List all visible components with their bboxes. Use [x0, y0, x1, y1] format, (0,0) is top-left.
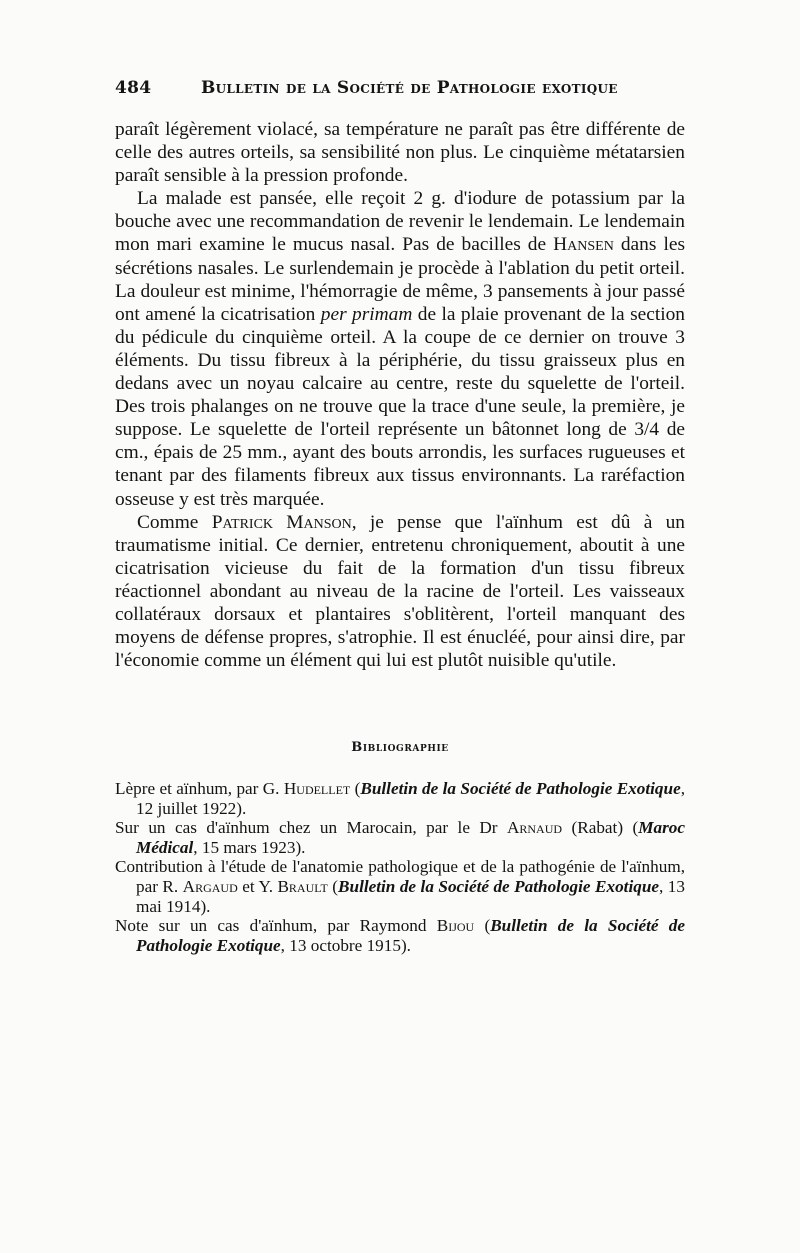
entry-author: Argaud	[182, 876, 238, 896]
latin-phrase: per primam	[320, 303, 413, 325]
bibliography-entry	[115, 857, 685, 916]
paragraph-1-text: paraît légèrement violacé, sa température ne paraît pas être différente de celle des autres orteils, sa sensibilité non plus. Le cinquième métatarsien paraît sensible à la pression profonde.	[115, 119, 685, 187]
author-name-hansen: Hansen	[553, 234, 614, 256]
bibliography-entry	[115, 779, 685, 818]
entry-date: , 12 juillet 1922).	[136, 779, 685, 818]
bibliography-heading: Bibliographie	[351, 740, 449, 755]
running-title: Bulletin de la Société de Pathologie exotique	[201, 78, 618, 98]
paragraph-2-text-c: de la plaie provenant de la section du pédicule du cinquième orteil. A la coupe de ce dernier on trouve 3 éléments. Du tissu fibreux à la périphérie, du tissu graisseux plus en dedans avec un noyau calcaire au centre, reste du squelette de l'orteil. Des trois phalanges on ne trouve que la trace d'une seule, la première, je suppose. Le squelette de l'orteil représente un bâtonnet long de 3/4 de cm., épais de 25 mm., ayant des bouts arrondis, les surfaces rugueuses et tenant par des filaments fibreux aux tissus environnants. La raréfaction osseuse y est très marquée.	[115, 303, 685, 510]
article-body	[115, 118, 685, 672]
paragraph-2-text-b: dans les sécrétions nasales. Le surlendemain je procède à l'ablation du petit orteil. La douleur est minime, l'hémorragie de même, 3 pansements à jour passé ont amené la cicatrisation	[115, 234, 685, 325]
paragraph-2-text-a: La malade est pansée, elle reçoit 2 g. d'iodure de potassium par la bouche avec une recommandation de revenir le lendemain. Le lendemain mon mari examine le mucus nasal. Pas de bacilles de	[115, 188, 685, 256]
page-number: 484	[115, 78, 152, 98]
entry-date: , 13 mai 1914).	[136, 876, 685, 916]
entry-text: (	[327, 876, 339, 896]
entry-text: Note sur un cas d'aïnhum, par Raymond	[115, 916, 437, 936]
entry-journal: Maroc Médical	[136, 818, 686, 857]
author-name-manson: Patrick Manson	[211, 511, 352, 533]
paragraph-3	[115, 511, 685, 673]
paragraph-3-text-b: , je pense que l'aïnhum est dû à un traumatisme initial. Ce dernier, entretenu chroniquement, aboutit à une cicatrisation vicieuse du fait de la formation d'un tissu fibreux réactionnel abondant au niveau de la racine de l'orteil. Les vaisseaux collatéraux dorsaux et plantaires s'oblitèrent, l'orteil manquant des moyens de défense propres, s'atrophie. Il est énucléé, pour ainsi dire, par l'économie comme un élément qui lui est plutôt nuisible qu'utile.	[115, 511, 685, 672]
entry-text: (	[350, 779, 361, 798]
running-header	[115, 78, 715, 98]
entry-journal: Bulletin de la Société de Pathologie Exotique	[136, 916, 686, 955]
entry-text: Contribution à l'étude de l'anatomie pathologique et de la pathogénie de l'aïnhum, par R.	[115, 857, 685, 896]
entry-author: Bijou	[436, 916, 475, 936]
paragraph-2	[115, 187, 685, 510]
entry-journal: Bulletin de la Société de Pathologie Exotique	[360, 779, 681, 798]
bibliography-entry	[115, 818, 685, 857]
entry-author: Arnaud	[506, 818, 563, 838]
entry-author: Hudellet	[283, 779, 351, 798]
entry-text: (Rabat) (	[562, 818, 639, 838]
paragraph-3-text-a: Comme	[137, 511, 212, 533]
paragraph-1	[115, 118, 685, 187]
bibliography-entry	[115, 916, 685, 955]
entry-date: , 13 octobre 1915).	[280, 935, 411, 955]
entry-date: , 15 mars 1923).	[193, 837, 306, 857]
entry-text: Sur un cas d'aïnhum chez un Marocain, par le Dr	[115, 818, 507, 838]
entry-text: (	[474, 916, 491, 936]
entry-author: Brault	[277, 876, 328, 896]
entry-journal: Bulletin de la Société de Pathologie Exotique	[338, 876, 660, 896]
entry-text: et Y.	[237, 876, 278, 896]
entry-text: Lèpre et aïnhum, par G.	[115, 779, 284, 798]
bibliography-list	[115, 779, 685, 955]
